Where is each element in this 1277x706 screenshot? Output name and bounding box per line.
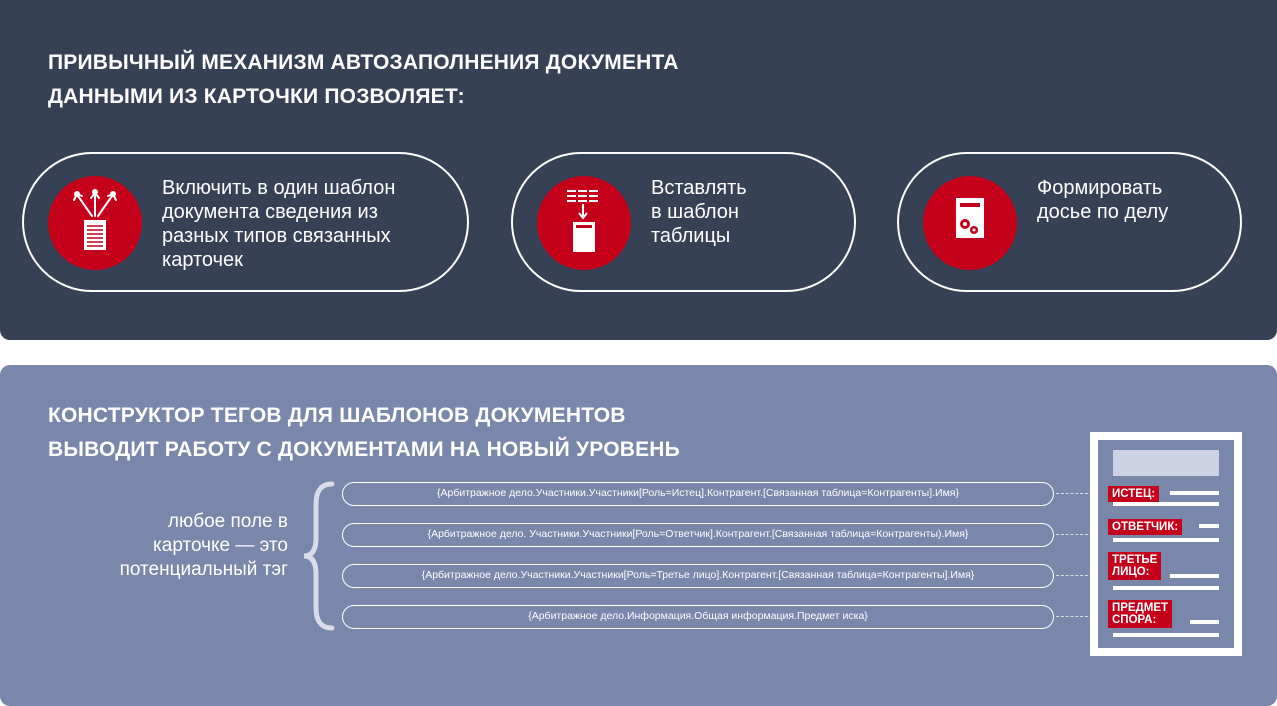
document-line	[1170, 491, 1219, 495]
document-line	[1199, 524, 1219, 528]
feature-text: Формировать досье по делу	[1037, 177, 1169, 223]
label-subject: ПРЕДМЕТ СПОРА:	[1108, 600, 1172, 628]
dossier-icon	[923, 176, 1017, 270]
feature-text: Включить в один шаблон документа сведения из разных типов связанных карточек	[162, 177, 396, 271]
curly-brace-icon	[300, 480, 336, 632]
autofill-heading: ПРИВЫЧНЫЙ МЕХАНИЗМ АВТОЗАПОЛНЕНИЯ ДОКУМЕНТА ДАННЫМИ ИЗ КАРТОЧКИ ПОЗВОЛЯЕТ:	[48, 51, 679, 108]
tag-constructor-heading: КОНСТРУКТОР ТЕГОВ ДЛЯ ШАБЛОНОВ ДОКУМЕНТОВ ВЫВОДИТ РАБОТУ С ДОКУМЕНТАМИ НА НОВЫЙ УРОВЕНЬ	[48, 404, 680, 461]
feature-text: Вставлять в шаблон таблицы	[651, 177, 747, 247]
document-line	[1113, 538, 1219, 542]
field-tag-note: любое поле в карточке — это потенциальный тэг	[119, 511, 288, 580]
label-third-party: ТРЕТЬЕ ЛИЦО:	[1108, 552, 1161, 580]
tag-field-third-party: {Арбитражное дело.Участники.Участники[Роль=Третье лицо].Контрагент.[Связанная таблица=Контрагенты].Имя}	[342, 564, 1054, 588]
table-insert-icon	[537, 176, 631, 270]
tag-field-defendant: {Арбитражное дело. Участники.Участники[Роль=Ответчик].Контрагент.[Связанная таблица=Контрагенты).Имя}	[342, 523, 1054, 547]
tag-field-plaintiff: {Арбитражное дело.Участники.Участники[Роль=Истец].Контрагент.[Связанная таблица=Контрагенты].Имя}	[342, 482, 1054, 506]
label-plaintiff: ИСТЕЦ:	[1108, 486, 1159, 502]
label-defendant: ОТВЕТЧИК:	[1108, 519, 1182, 535]
feature-card-dossier	[897, 152, 1242, 292]
document-line	[1170, 574, 1219, 578]
multi-source-document-icon	[48, 176, 142, 270]
document-line	[1113, 502, 1219, 506]
document-line	[1190, 620, 1219, 624]
feature-card-multi-source	[22, 152, 469, 292]
document-line	[1113, 633, 1219, 637]
document-line	[1113, 586, 1219, 590]
document-header-block	[1113, 450, 1219, 476]
feature-card-tables	[511, 152, 856, 292]
tag-field-subject: {Арбитражное дело.Информация.Общая информация.Предмет иска}	[342, 605, 1054, 629]
